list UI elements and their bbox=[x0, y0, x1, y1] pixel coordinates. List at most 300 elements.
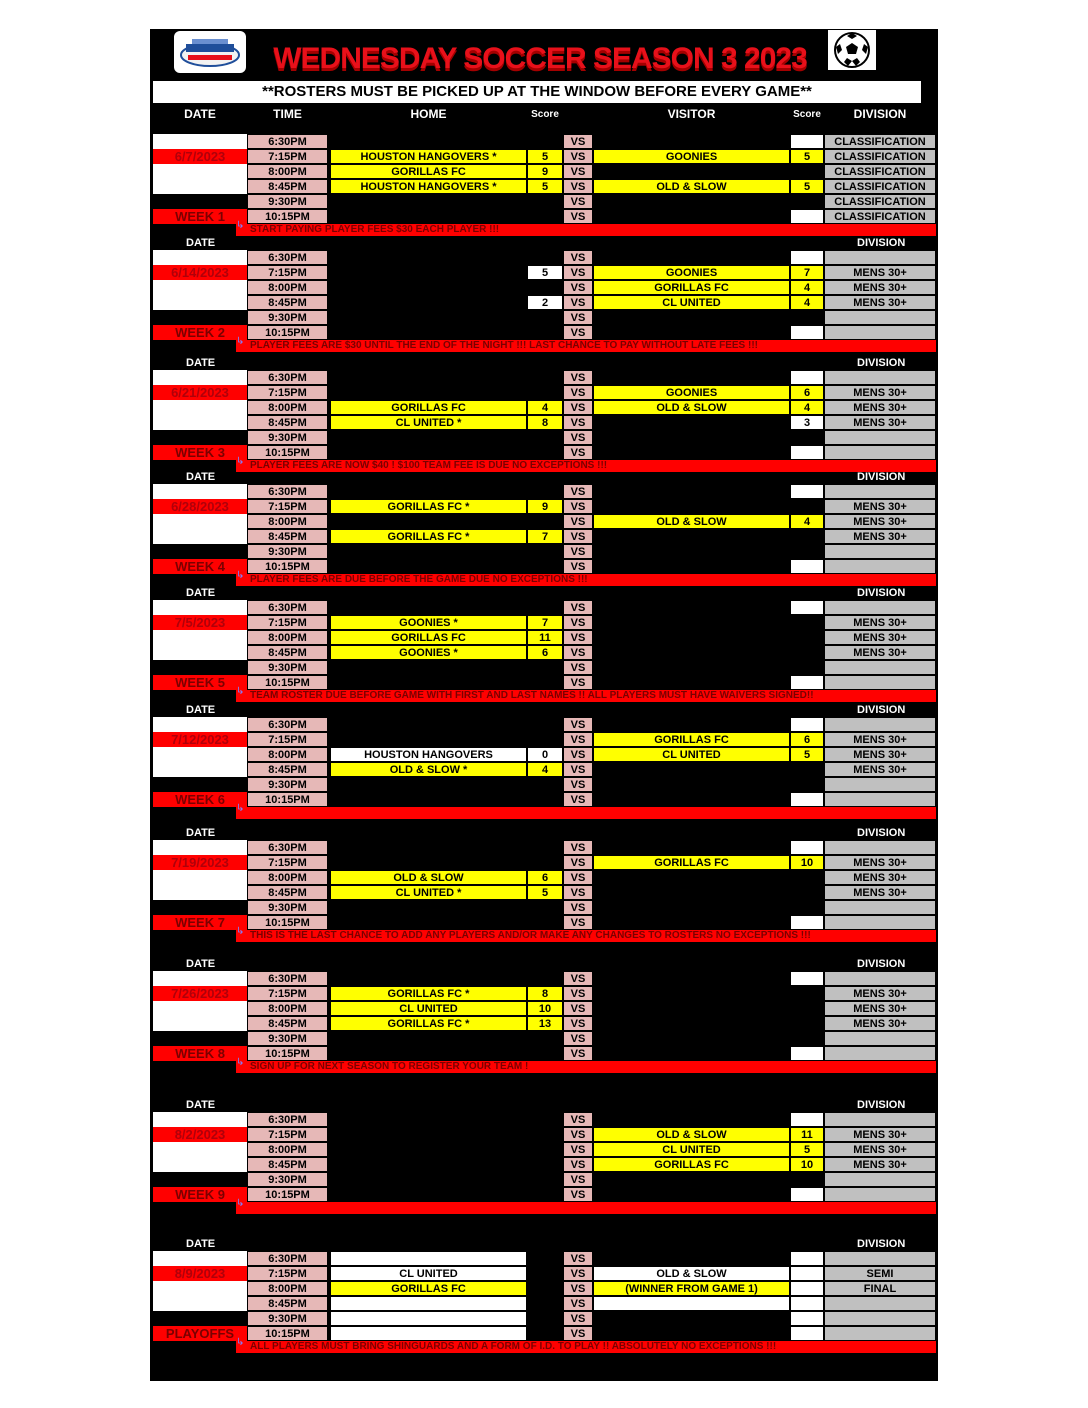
division-cell bbox=[824, 717, 936, 732]
arrow-icon: ↳ bbox=[236, 1198, 245, 1209]
home-team bbox=[330, 1031, 527, 1046]
home-team: GORILLAS FC bbox=[330, 630, 527, 645]
vs-label: VS bbox=[563, 1046, 593, 1061]
division-cell: MENS 30+ bbox=[824, 415, 936, 430]
game-time: 9:30PM bbox=[247, 1311, 328, 1326]
home-score bbox=[527, 430, 563, 445]
game-time: 7:15PM bbox=[247, 615, 328, 630]
game-time: 8:45PM bbox=[247, 1157, 328, 1172]
visitor-score bbox=[790, 885, 824, 900]
visitor-team bbox=[593, 615, 790, 630]
visitor-score bbox=[790, 762, 824, 777]
week-date: 8/9/2023 bbox=[153, 1266, 247, 1281]
visitor-team bbox=[593, 840, 790, 855]
date-spacer bbox=[153, 400, 247, 430]
vs-label: VS bbox=[563, 885, 593, 900]
visitor-score bbox=[790, 484, 824, 499]
visitor-team: OLD & SLOW bbox=[593, 179, 790, 194]
vs-label: VS bbox=[563, 484, 593, 499]
week-block bbox=[150, 237, 938, 377]
date-label: DATE bbox=[186, 1099, 216, 1111]
division-cell bbox=[824, 310, 936, 325]
game-time: 10:15PM bbox=[247, 792, 328, 807]
visitor-score bbox=[790, 559, 824, 574]
arrow-icon: ↳ bbox=[236, 336, 245, 347]
visitor-score bbox=[790, 717, 824, 732]
home-score bbox=[527, 1296, 563, 1311]
visitor-score bbox=[790, 645, 824, 660]
week-label: WEEK 6 bbox=[153, 792, 247, 807]
home-team: HOUSTON HANGOVERS bbox=[330, 747, 527, 762]
vs-label: VS bbox=[563, 1296, 593, 1311]
home-team bbox=[330, 1296, 527, 1311]
visitor-score: 4 bbox=[790, 295, 824, 310]
week-date: 6/28/2023 bbox=[153, 499, 247, 514]
game-time: 6:30PM bbox=[247, 134, 328, 149]
visitor-team bbox=[593, 762, 790, 777]
vs-label: VS bbox=[563, 194, 593, 209]
vs-label: VS bbox=[563, 164, 593, 179]
visitor-team: OLD & SLOW bbox=[593, 1127, 790, 1142]
week-note: TEAM ROSTER DUE BEFORE GAME WITH FIRST AND LAST NAMES !! ALL PLAYERS MUST HAVE WAIVERS SIGNED!! bbox=[236, 690, 936, 702]
date-label: DATE bbox=[186, 357, 216, 369]
visitor-score: 10 bbox=[790, 855, 824, 870]
home-team bbox=[330, 250, 527, 265]
column-header-time: TIME bbox=[273, 107, 302, 121]
visitor-team bbox=[593, 675, 790, 690]
week-note: START PAYING PLAYER FEES $30 EACH PLAYER !!! bbox=[236, 224, 936, 236]
date-spacer bbox=[153, 370, 247, 385]
vs-label: VS bbox=[563, 840, 593, 855]
division-cell: MENS 30+ bbox=[824, 529, 936, 544]
roster-notice: **ROSTERS MUST BE PICKED UP AT THE WINDOW BEFORE EVERY GAME** bbox=[153, 81, 921, 103]
division-cell: SEMI bbox=[824, 1266, 936, 1281]
game-time: 10:15PM bbox=[247, 1046, 328, 1061]
visitor-score: 3 bbox=[790, 415, 824, 430]
division-cell bbox=[824, 1031, 936, 1046]
arrow-icon: ↳ bbox=[236, 803, 245, 814]
game-time: 8:00PM bbox=[247, 1001, 328, 1016]
visitor-score bbox=[790, 250, 824, 265]
visitor-team bbox=[593, 164, 790, 179]
game-time: 7:15PM bbox=[247, 265, 328, 280]
visitor-team bbox=[593, 415, 790, 430]
visitor-score: 7 bbox=[790, 265, 824, 280]
week-label: WEEK 8 bbox=[153, 1046, 247, 1061]
division-cell: MENS 30+ bbox=[824, 645, 936, 660]
vs-label: VS bbox=[563, 615, 593, 630]
schedule-sheet bbox=[150, 29, 938, 1381]
visitor-score bbox=[790, 134, 824, 149]
visitor-team bbox=[593, 1112, 790, 1127]
visitor-team bbox=[593, 600, 790, 615]
visitor-score: 10 bbox=[790, 1157, 824, 1172]
vs-label: VS bbox=[563, 514, 593, 529]
visitor-team: GORILLAS FC bbox=[593, 1157, 790, 1172]
game-time: 10:15PM bbox=[247, 1326, 328, 1341]
division-cell bbox=[824, 325, 936, 340]
home-team: GORILLAS FC bbox=[330, 164, 527, 179]
arrow-icon: ↳ bbox=[236, 686, 245, 697]
game-time: 10:15PM bbox=[247, 325, 328, 340]
vs-label: VS bbox=[563, 600, 593, 615]
division-cell bbox=[824, 544, 936, 559]
home-score: 6 bbox=[527, 870, 563, 885]
visitor-team bbox=[593, 971, 790, 986]
week-block bbox=[150, 134, 938, 261]
division-cell: MENS 30+ bbox=[824, 1142, 936, 1157]
vs-label: VS bbox=[563, 870, 593, 885]
visitor-score: 4 bbox=[790, 514, 824, 529]
home-score bbox=[527, 445, 563, 460]
visitor-score bbox=[790, 1016, 824, 1031]
vs-label: VS bbox=[563, 645, 593, 660]
division-cell: CLASSIFICATION bbox=[824, 149, 936, 164]
game-time: 9:30PM bbox=[247, 544, 328, 559]
vs-label: VS bbox=[563, 1001, 593, 1016]
division-cell: MENS 30+ bbox=[824, 295, 936, 310]
division-cell: MENS 30+ bbox=[824, 855, 936, 870]
visitor-team bbox=[593, 1016, 790, 1031]
week-block bbox=[150, 704, 938, 844]
game-time: 6:30PM bbox=[247, 370, 328, 385]
home-team bbox=[330, 1311, 527, 1326]
week-block bbox=[150, 1238, 938, 1378]
vs-label: VS bbox=[563, 1311, 593, 1326]
division-label: DIVISION bbox=[857, 1099, 906, 1111]
home-score: 13 bbox=[527, 1016, 563, 1031]
game-time: 6:30PM bbox=[247, 250, 328, 265]
date-spacer bbox=[153, 514, 247, 544]
arrow-icon: ↳ bbox=[236, 926, 245, 937]
division-cell bbox=[824, 370, 936, 385]
arrow-icon: ↳ bbox=[236, 570, 245, 581]
home-score: 7 bbox=[527, 615, 563, 630]
home-score bbox=[527, 370, 563, 385]
visitor-score bbox=[790, 660, 824, 675]
week-note bbox=[236, 1202, 936, 1214]
vs-label: VS bbox=[563, 792, 593, 807]
vs-label: VS bbox=[563, 250, 593, 265]
home-score bbox=[527, 900, 563, 915]
division-label: DIVISION bbox=[857, 1238, 906, 1250]
home-team bbox=[330, 1172, 527, 1187]
home-team: GORILLAS FC bbox=[330, 400, 527, 415]
division-cell bbox=[824, 250, 936, 265]
home-team bbox=[330, 792, 527, 807]
home-score bbox=[527, 675, 563, 690]
home-team bbox=[330, 840, 527, 855]
visitor-team: GORILLAS FC bbox=[593, 280, 790, 295]
home-team bbox=[330, 600, 527, 615]
home-score bbox=[527, 777, 563, 792]
division-cell: MENS 30+ bbox=[824, 1127, 936, 1142]
visitor-team: GOONIES bbox=[593, 385, 790, 400]
visitor-score: 5 bbox=[790, 149, 824, 164]
vs-label: VS bbox=[563, 717, 593, 732]
game-time: 8:45PM bbox=[247, 762, 328, 777]
home-team bbox=[330, 544, 527, 559]
visitor-score bbox=[790, 430, 824, 445]
week-date: 8/2/2023 bbox=[153, 1127, 247, 1142]
visitor-score: 5 bbox=[790, 747, 824, 762]
week-label: WEEK 3 bbox=[153, 445, 247, 460]
home-score bbox=[527, 209, 563, 224]
game-time: 10:15PM bbox=[247, 559, 328, 574]
column-header-visitor: VISITOR bbox=[667, 107, 716, 121]
division-label: DIVISION bbox=[857, 471, 906, 483]
game-time: 9:30PM bbox=[247, 660, 328, 675]
home-score bbox=[527, 1251, 563, 1266]
home-score bbox=[527, 1281, 563, 1296]
game-time: 6:30PM bbox=[247, 717, 328, 732]
visitor-team bbox=[593, 499, 790, 514]
visitor-team bbox=[593, 1001, 790, 1016]
visitor-team: CL UNITED bbox=[593, 1142, 790, 1157]
week-date: 6/7/2023 bbox=[153, 149, 247, 164]
home-score bbox=[527, 1157, 563, 1172]
home-team bbox=[330, 732, 527, 747]
home-score: 7 bbox=[527, 529, 563, 544]
visitor-score bbox=[790, 1266, 824, 1281]
home-score: 2 bbox=[527, 295, 563, 310]
division-cell: MENS 30+ bbox=[824, 732, 936, 747]
vs-label: VS bbox=[563, 385, 593, 400]
home-score bbox=[527, 385, 563, 400]
home-score bbox=[527, 792, 563, 807]
vs-label: VS bbox=[563, 134, 593, 149]
division-cell: MENS 30+ bbox=[824, 385, 936, 400]
vs-label: VS bbox=[563, 529, 593, 544]
visitor-team: GOONIES bbox=[593, 265, 790, 280]
visitor-team bbox=[593, 777, 790, 792]
division-cell bbox=[824, 840, 936, 855]
visitor-score bbox=[790, 1187, 824, 1202]
home-score bbox=[527, 280, 563, 295]
vs-label: VS bbox=[563, 325, 593, 340]
division-cell bbox=[824, 1187, 936, 1202]
arrow-icon: ↳ bbox=[236, 456, 245, 467]
home-score bbox=[527, 915, 563, 930]
division-label: DIVISION bbox=[857, 587, 906, 599]
visitor-score bbox=[790, 600, 824, 615]
home-score: 5 bbox=[527, 179, 563, 194]
visitor-team bbox=[593, 630, 790, 645]
vs-label: VS bbox=[563, 400, 593, 415]
visitor-team bbox=[593, 885, 790, 900]
visitor-team bbox=[593, 1046, 790, 1061]
home-team: GORILLAS FC bbox=[330, 1281, 527, 1296]
visitor-team bbox=[593, 310, 790, 325]
visitor-team bbox=[593, 529, 790, 544]
visitor-team bbox=[593, 986, 790, 1001]
home-score: 8 bbox=[527, 986, 563, 1001]
division-label: DIVISION bbox=[857, 827, 906, 839]
visitor-score bbox=[790, 870, 824, 885]
visitor-team bbox=[593, 1187, 790, 1202]
visitor-score: 6 bbox=[790, 732, 824, 747]
game-time: 6:30PM bbox=[247, 484, 328, 499]
game-time: 8:00PM bbox=[247, 400, 328, 415]
visitor-score bbox=[790, 1001, 824, 1016]
week-date: 7/26/2023 bbox=[153, 986, 247, 1001]
home-score bbox=[527, 732, 563, 747]
home-score: 11 bbox=[527, 630, 563, 645]
home-team bbox=[330, 1326, 527, 1341]
vs-label: VS bbox=[563, 630, 593, 645]
date-label: DATE bbox=[186, 1238, 216, 1250]
home-score bbox=[527, 717, 563, 732]
game-time: 10:15PM bbox=[247, 209, 328, 224]
game-time: 8:45PM bbox=[247, 1016, 328, 1031]
game-time: 9:30PM bbox=[247, 900, 328, 915]
division-cell: MENS 30+ bbox=[824, 1157, 936, 1172]
vs-label: VS bbox=[563, 1031, 593, 1046]
week-date: 7/12/2023 bbox=[153, 732, 247, 747]
home-team: GORILLAS FC * bbox=[330, 986, 527, 1001]
game-time: 8:00PM bbox=[247, 1142, 328, 1157]
home-team bbox=[330, 295, 527, 310]
division-cell: MENS 30+ bbox=[824, 615, 936, 630]
home-team bbox=[330, 385, 527, 400]
home-score bbox=[527, 600, 563, 615]
division-cell: MENS 30+ bbox=[824, 265, 936, 280]
home-team bbox=[330, 1112, 527, 1127]
game-time: 9:30PM bbox=[247, 430, 328, 445]
vs-label: VS bbox=[563, 499, 593, 514]
division-cell bbox=[824, 971, 936, 986]
game-time: 8:00PM bbox=[247, 280, 328, 295]
visitor-score: 4 bbox=[790, 400, 824, 415]
division-cell: MENS 30+ bbox=[824, 514, 936, 529]
week-date: 7/5/2023 bbox=[153, 615, 247, 630]
soccer-ball-icon bbox=[828, 30, 876, 70]
vs-label: VS bbox=[563, 559, 593, 574]
division-cell bbox=[824, 1326, 936, 1341]
vs-label: VS bbox=[563, 179, 593, 194]
vs-label: VS bbox=[563, 1251, 593, 1266]
division-cell bbox=[824, 1112, 936, 1127]
week-block bbox=[150, 1099, 938, 1239]
vs-label: VS bbox=[563, 1016, 593, 1031]
visitor-team: CL UNITED bbox=[593, 295, 790, 310]
visitor-team bbox=[593, 370, 790, 385]
home-score: 5 bbox=[527, 149, 563, 164]
visitor-score bbox=[790, 971, 824, 986]
visitor-score bbox=[790, 370, 824, 385]
date-spacer bbox=[153, 280, 247, 310]
week-date: 6/14/2023 bbox=[153, 265, 247, 280]
home-team bbox=[330, 675, 527, 690]
visitor-team bbox=[593, 1251, 790, 1266]
vs-label: VS bbox=[563, 660, 593, 675]
game-time: 6:30PM bbox=[247, 971, 328, 986]
week-label: WEEK 2 bbox=[153, 325, 247, 340]
vs-label: VS bbox=[563, 1187, 593, 1202]
visitor-score bbox=[790, 1311, 824, 1326]
game-time: 7:15PM bbox=[247, 986, 328, 1001]
home-team bbox=[330, 1251, 527, 1266]
home-team bbox=[330, 430, 527, 445]
home-score bbox=[527, 1172, 563, 1187]
visitor-team bbox=[593, 559, 790, 574]
vs-label: VS bbox=[563, 1127, 593, 1142]
home-team: HOUSTON HANGOVERS * bbox=[330, 149, 527, 164]
visitor-team bbox=[593, 250, 790, 265]
vs-label: VS bbox=[563, 762, 593, 777]
division-cell: CLASSIFICATION bbox=[824, 164, 936, 179]
division-cell: MENS 30+ bbox=[824, 630, 936, 645]
home-team: GORILLAS FC * bbox=[330, 1016, 527, 1031]
home-team: CL UNITED bbox=[330, 1266, 527, 1281]
column-header-home-score: Score bbox=[531, 109, 559, 120]
game-time: 9:30PM bbox=[247, 310, 328, 325]
home-team: GOONIES * bbox=[330, 645, 527, 660]
week-note: ALL PLAYERS MUST BRING SHINGUARDS AND A FORM OF I.D. TO PLAY !! ABSOLUTELY NO EXCEPTIONS !!! bbox=[236, 1341, 936, 1353]
division-cell: MENS 30+ bbox=[824, 747, 936, 762]
visitor-score bbox=[790, 777, 824, 792]
visitor-team bbox=[593, 1172, 790, 1187]
game-time: 8:45PM bbox=[247, 529, 328, 544]
home-score bbox=[527, 1142, 563, 1157]
game-time: 7:15PM bbox=[247, 732, 328, 747]
home-team bbox=[330, 209, 527, 224]
visitor-score bbox=[790, 1112, 824, 1127]
arrow-icon: ↳ bbox=[236, 1337, 245, 1348]
date-label: DATE bbox=[186, 237, 216, 249]
arrow-icon: ↳ bbox=[236, 1057, 245, 1068]
home-team: CL UNITED * bbox=[330, 415, 527, 430]
division-label: DIVISION bbox=[857, 958, 906, 970]
home-team bbox=[330, 194, 527, 209]
game-time: 8:00PM bbox=[247, 630, 328, 645]
vs-label: VS bbox=[563, 747, 593, 762]
date-spacer bbox=[153, 840, 247, 855]
week-date: 7/19/2023 bbox=[153, 855, 247, 870]
week-note: PLAYER FEES ARE $30 UNTIL THE END OF THE NIGHT !!! LAST CHANCE TO PAY WITHOUT LATE FEES !!! bbox=[236, 340, 936, 352]
game-time: 8:00PM bbox=[247, 1281, 328, 1296]
date-spacer bbox=[153, 747, 247, 777]
week-block bbox=[150, 357, 938, 497]
division-cell bbox=[824, 900, 936, 915]
week-label: PLAYOFFS bbox=[153, 1326, 247, 1341]
visitor-team bbox=[593, 717, 790, 732]
vs-label: VS bbox=[563, 445, 593, 460]
visitor-team bbox=[593, 134, 790, 149]
home-score bbox=[527, 250, 563, 265]
home-team: OLD & SLOW * bbox=[330, 762, 527, 777]
home-score: 4 bbox=[527, 762, 563, 777]
vs-label: VS bbox=[563, 280, 593, 295]
date-spacer bbox=[153, 134, 247, 149]
date-spacer bbox=[153, 717, 247, 732]
vs-label: VS bbox=[563, 855, 593, 870]
vs-label: VS bbox=[563, 430, 593, 445]
date-label: DATE bbox=[186, 704, 216, 716]
vs-label: VS bbox=[563, 149, 593, 164]
home-team bbox=[330, 134, 527, 149]
visitor-score: 5 bbox=[790, 179, 824, 194]
home-team bbox=[330, 445, 527, 460]
visitor-team bbox=[593, 792, 790, 807]
week-block bbox=[150, 958, 938, 1098]
visitor-team: OLD & SLOW bbox=[593, 400, 790, 415]
date-label: DATE bbox=[186, 587, 216, 599]
visitor-score bbox=[790, 1326, 824, 1341]
division-label: DIVISION bbox=[857, 237, 906, 249]
date-spacer bbox=[153, 1112, 247, 1127]
visitor-score bbox=[790, 1251, 824, 1266]
